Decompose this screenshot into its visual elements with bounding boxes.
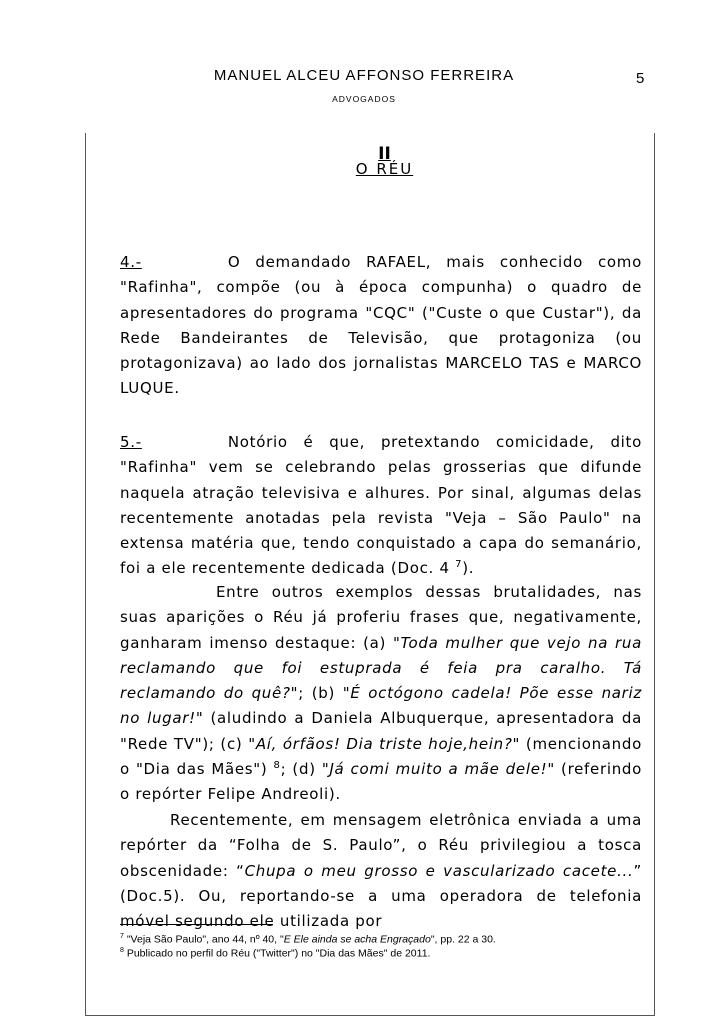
firm-subtitle: ADVOGADOS	[332, 94, 396, 104]
firm-name: MANUEL ALCEU AFFONSO FERREIRA	[213, 67, 515, 84]
quote-a: Toda mulher que vejo na rua reclamando que foi estuprada é feia pra caralho. Tá reclamando do quê?	[120, 633, 642, 703]
paragraph-number: 5.-	[120, 433, 142, 451]
footnote-text: "Veja São Paulo", ano 44, nº 40, "	[126, 933, 284, 946]
paragraph-text: ; (d) "	[280, 760, 330, 779]
paragraph-number: 4.-	[120, 253, 142, 271]
page-number: 5	[636, 70, 645, 87]
paragraph-text: O demandado RAFAEL, mais conhecido como "Rafinha", compõe (ou à época compunha) o quadro de apresentadores do programa "CQC" ("Custe o que Custar"), da Rede Bandeirantes de Televisão, que protagoniza (ou protagonizava) ao lado dos jornalistas MARCELO TAS e MARCO LUQUE.	[120, 253, 642, 398]
paragraph-7	[120, 808, 642, 934]
paragraph-6	[120, 580, 642, 808]
section-number: II	[378, 144, 391, 164]
paragraph-text: ” (Doc.5). Ou, reportando-se a uma operadora de telefonia móvel segundo ele utilizada por	[120, 861, 642, 931]
paragraph-text: "; (b) "	[290, 684, 351, 703]
quote-b: É octógono cadela! Põe esse nariz no lugar!	[120, 684, 642, 728]
quote-email: Chupa o meu grosso e vascularizado cacete...	[244, 861, 634, 880]
footnote-text: ", pp. 22 a 30.	[430, 933, 496, 946]
footnote-ref-7: 7	[455, 559, 463, 571]
paragraph-text: " (aludindo a Daniela Albuquerque, apresentadora da "Rede TV"); (c) "	[120, 709, 642, 753]
paragraph-text: Notório é que, pretextando comicidade, dito "Rafinha" vem se celebrando pelas grosserias que difunde naquela atração televisiva e alhures. Por sinal, algumas delas recentemente anotadas pela revista "Veja – São Paulo" na extensa matéria que, tendo conquistado a capa do semanário, foi a ele recentemente dedicada (Doc. 4	[120, 433, 642, 578]
footnote-title: E Ele ainda se acha Engraçado	[283, 933, 431, 946]
quote-d: Já comi muito a mãe dele!	[329, 760, 548, 779]
quote-c: Aí, órfãos! Dia triste hoje,hein?	[255, 734, 513, 753]
paragraph-5	[120, 430, 642, 582]
paragraph-tail: ).	[462, 559, 475, 578]
footnote-number: 8	[120, 947, 124, 954]
paragraph-text: " (mencionando o "Dia das Mães")	[120, 734, 642, 779]
paragraph-text: Recentemente, em mensagem eletrônica enviada a uma repórter da “Folha de S. Paulo”, o Réu privilegiou a tosca obscenidade: “	[120, 811, 642, 880]
footnote-ref-8: 8	[273, 760, 281, 772]
paragraph-text: " (referindo o repórter Felipe Andreoli).	[120, 760, 642, 804]
footnote-separator	[120, 924, 273, 925]
section-title: O RÉU	[355, 160, 414, 178]
paragraph-text: Entre outros exemplos dessas brutalidades, nas suas aparições o Réu já proferiu frases que, negativamente, ganharam imenso destaque: (a) "	[120, 583, 642, 652]
footnote-number: 7	[120, 933, 124, 940]
paragraph-4	[120, 250, 642, 402]
footnote-8	[120, 944, 650, 961]
footnote-text: Publicado no perfil do Réu ("Twitter") no "Dia das Mães" de 2011.	[126, 947, 431, 960]
